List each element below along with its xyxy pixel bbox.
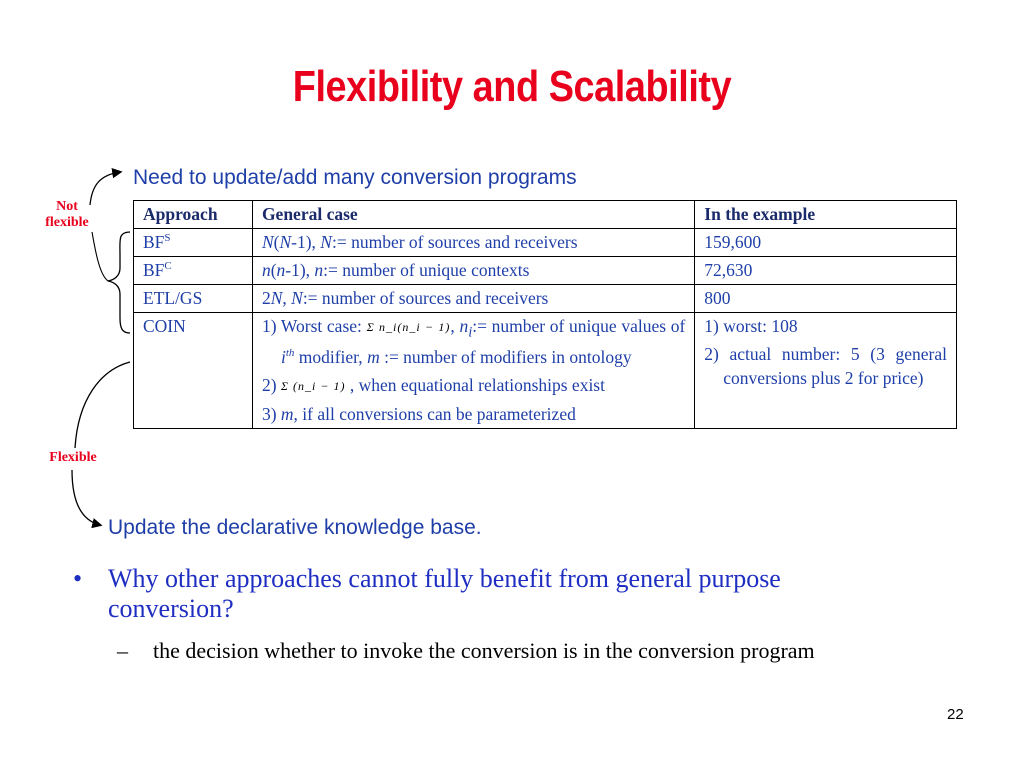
coin-item-2: 2) Σ (n_i − 1) , when equational relationships exist [261, 374, 605, 395]
sub-bullet-mark: – [117, 638, 128, 663]
example-cell: 800 [695, 285, 957, 313]
sub-bullet-text: the decision whether to invoke the conversion is in the conversion program [153, 638, 815, 663]
not-flexible-to-brace [92, 232, 108, 281]
general-case-cell [252, 313, 694, 429]
approach-cell: $BF^S$ [134, 229, 253, 257]
approach-cell: $BF^C$ [134, 257, 253, 285]
comparison-table [133, 200, 957, 429]
left-brace [108, 232, 130, 333]
table-row [134, 257, 957, 285]
header-general-case: General case [252, 201, 694, 229]
table-row [134, 229, 957, 257]
example-cell: 72,630 [695, 257, 957, 285]
table-row [134, 285, 957, 313]
top-caption: Need to update/add many conversion programs [133, 166, 577, 189]
approach-cell: ETL/GS [134, 285, 253, 313]
example-item-1: 1) worst: 108 [704, 316, 798, 336]
coin-item-1: 1) Worst case: Σ n_i(n_i − 1), $n_i:=$ number of unique values of $i^{th}$ modifier, m := number of modifiers in ontology [261, 316, 686, 367]
sum-formula-2: Σ (n_i − 1) [280, 378, 346, 393]
bullet-text: Why other approaches cannot fully benefit from general purpose conversion? [108, 564, 781, 623]
bullet-mark: • [73, 564, 83, 593]
bottom-caption: Update the declarative knowledge base. [108, 516, 482, 539]
general-case-cell: N(N-1), N:= number of sources and receivers [252, 229, 694, 257]
not-flexible-line1: Not [56, 199, 78, 214]
header-approach: Approach [134, 201, 253, 229]
example-cell: 159,600 [695, 229, 957, 257]
sum-formula-1: Σ n_i(n_i − 1) [366, 320, 451, 334]
slide-title: Flexibility and Scalability [292, 62, 732, 111]
example-cell [695, 313, 957, 429]
not-flexible-arrow [90, 172, 120, 205]
table-header-row [134, 201, 957, 229]
flexible-label: Flexible [49, 450, 97, 465]
example-item-2: 2) actual number: 5 (3 general conversions plus 2 for price) [704, 344, 947, 388]
approach-cell: COIN [134, 313, 253, 429]
general-case-cell: n(n-1), n:= number of unique contexts [252, 257, 694, 285]
flexible-upper-curve [75, 362, 130, 448]
not-flexible-line2: flexible [45, 215, 89, 230]
coin-item-3: 3) m, if all conversions can be parameterized [261, 403, 576, 424]
general-case-cell: 2N, N:= number of sources and receivers [252, 285, 694, 313]
header-in-example: In the example [695, 201, 957, 229]
page-number: 22 [947, 706, 964, 723]
flexible-arrow [72, 470, 100, 525]
table-row [134, 313, 957, 429]
